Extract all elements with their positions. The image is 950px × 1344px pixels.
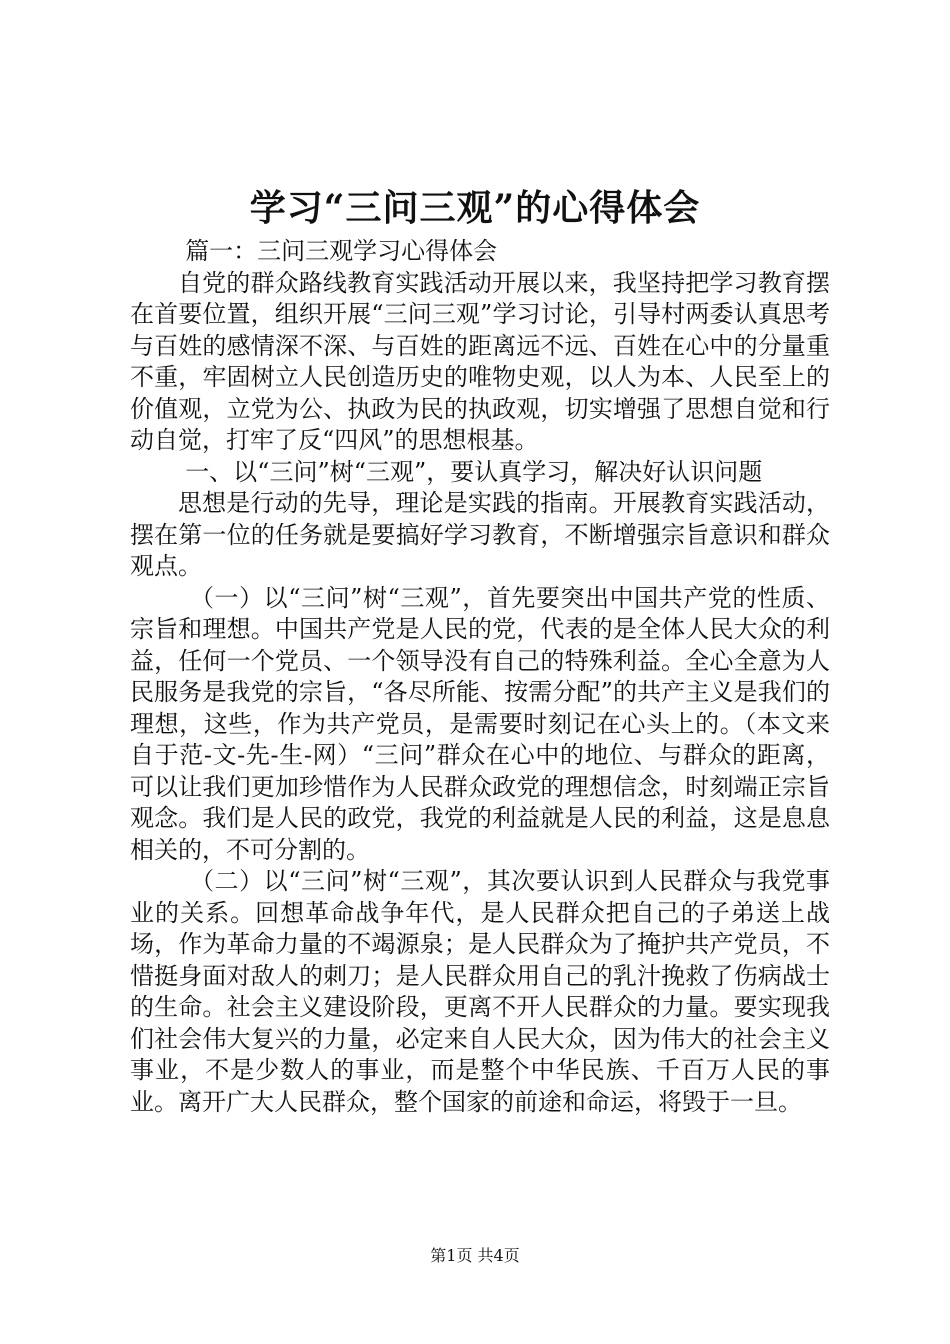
section-subheading: 一、以“三问”树“三观”，要认真学习，解决好认识问题 <box>185 457 763 486</box>
page-footer: 第1页 共4页 <box>430 1246 520 1265</box>
body-paragraph: 自党的群众路线教育实践活动开展以来，我坚持把学习教育摆在首要位置，组织开展“三问三观”学习讨论，引导村两委认真思考与百姓的感情深不深、与百姓的距离远不远、百姓在心中的分量重不重，牢固树立人民创造历史的唯物史观，以人为本、人民至上的价值观，立党为公、执政为民的执政观，切实增强了思想自觉和行动自觉，打牢了反“四风”的思想根基。 <box>130 268 830 454</box>
body-paragraph: 思想是行动的先导，理论是实践的指南。开展教育实践活动，摆在第一位的任务就是要搞好学习教育，不断增强宗旨意识和群众观点。 <box>130 489 830 580</box>
body-paragraph: （一）以“三问”树“三观”，首先要突出中国共产党的性质、宗旨和理想。中国共产党是人民的党，代表的是全体人民大众的利益，任何一个党员、一个领导没有自己的特殊利益。全心全意为人民服务是我党的宗旨，“各尽所能、按需分配”的共产主义是我们的理想，这些，作为共产党员，是需要时刻记在心头上的。（本文来自于范-文-先-生-网）“三问”群众在心中的地位、与群众的距离，可以让我们更加珍惜作为人民群众政党的理想信念，时刻端正宗旨观念。我们是人民的政党，我党的利益就是人民的利益，这是息息相关的，不可分割的。 <box>130 583 830 864</box>
section-heading: 篇一：三问三观学习心得体会 <box>185 237 498 265</box>
body-paragraph: （二）以“三问”树“三观”，其次要认识到人民群众与我党事业的关系。回想革命战争年代，是人民群众把自己的子弟送上战场，作为革命力量的不竭源泉；是人民群众为了掩护共产党员，不惜挺身面对敌人的刺刀；是人民群众用自己的乳汁挽救了伤病战士的生命。社会主义建设阶段，更离不开人民群众的力量。要实现我们社会伟大复兴的力量，必定来自人民大众，因为伟大的社会主义事业，不是少数人的事业，而是整个中华民族、千百万人民的事业。离开广大人民群众，整个国家的前途和命运，将毁于一旦。 <box>130 867 830 1116</box>
document-title: 学习“三问三观”的心得体会 <box>249 187 701 229</box>
document-body <box>130 236 830 1118</box>
